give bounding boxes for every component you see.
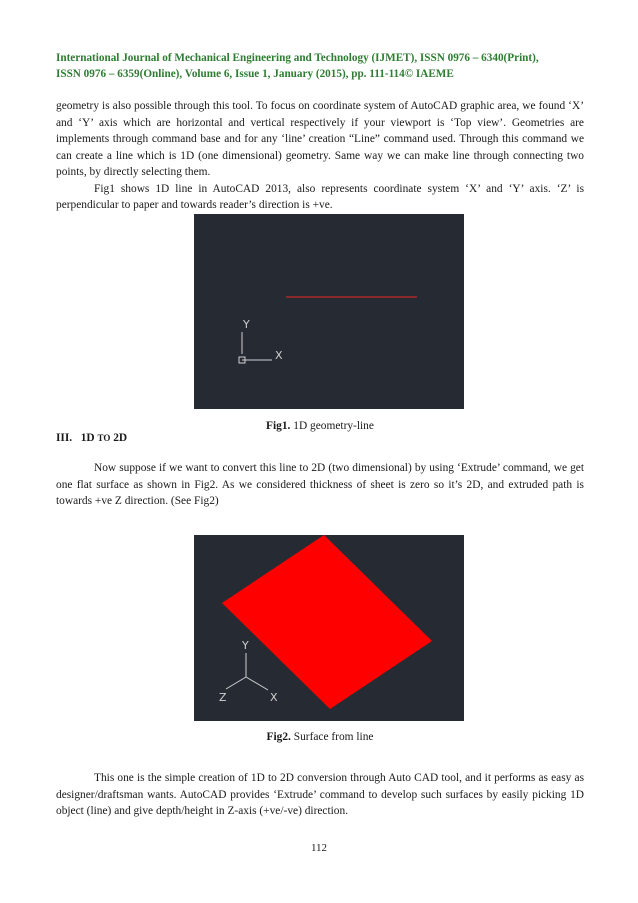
x-axis-label: X [270, 691, 278, 704]
figure-2-caption [56, 731, 584, 743]
section-number: III. [56, 432, 73, 444]
y-axis-label: Y [242, 639, 249, 652]
z-axis-line [226, 677, 246, 689]
figure-2-caption-label: Fig2. [266, 731, 291, 743]
paragraph-extrude: Now suppose if we want to convert this line to 2D (two dimensional) by using ‘Extrude’ command, we get one flat surface as shown in Fig2. As we considered thickness of sheet is zero so it’s 2D, and extruded path is towards +ve Z direction. (See Fig2) [56, 462, 584, 507]
x-axis-line [246, 677, 268, 690]
journal-header-line1: International Journal of Mechanical Engineering and Technology (IJMET), ISSN 0976 – 6340(Print), [56, 52, 539, 64]
section-title-part2: TO [97, 433, 111, 443]
paragraph-fig1-description: Fig1 shows 1D line in AutoCAD 2013, also represents coordinate system ‘X’ and ‘Y’ axis. ‘Z’ is perpendicular to paper and towards reader’s direction is +ve. [56, 182, 584, 211]
paragraph-geometry: geometry is also possible through this tool. To focus on coordinate system of AutoCAD graphic area, we found ‘X’ and ‘Y’ axis which are horizontal and vertical respectively if your viewport is ‘Top view’. Geometries are implements through command base and for any ‘line’ creation “Line” command used. Through this command we can create a line which is 1D (one dimensional) geometry. Same way we can make line through connecting two points, by directly selecting them. [56, 100, 584, 178]
x-axis-label: X [275, 349, 283, 362]
section-title-part1: 1D [80, 432, 95, 444]
section-title-part3: 2D [113, 432, 128, 444]
page-number: 112 [310, 842, 328, 854]
journal-header [56, 50, 584, 82]
body-paragraphs-3 [56, 770, 584, 820]
figure-1-caption [56, 420, 584, 432]
journal-header-line2: ISSN 0976 – 6359(Online), Volume 6, Issue 1, January (2015), pp. 111-114© IAEME [56, 68, 454, 80]
red-surface [222, 535, 432, 709]
body-paragraphs-1 [56, 98, 584, 214]
figure-2-caption-text: Surface from line [290, 731, 374, 743]
figure-1-caption-label: Fig1. [266, 420, 291, 432]
figure-1d-line [194, 214, 464, 409]
figure-surface [194, 535, 464, 721]
y-axis-label: Y [243, 318, 250, 331]
z-axis-label: Z [219, 691, 227, 704]
paragraph-conclusion: This one is the simple creation of 1D to 2D conversion through Auto CAD tool, and it performs as easy as designer/draftsman wants. AutoCAD provides ‘Extrude’ command to develop such surfaces by easily picking 1D object (line) and give depth/height in Z-axis (+ve/-ve) direction. [56, 772, 584, 817]
figure-1-caption-text: 1D geometry-line [290, 420, 374, 432]
body-paragraphs-2 [56, 460, 584, 510]
section-heading-1d-to-2d [56, 432, 127, 444]
